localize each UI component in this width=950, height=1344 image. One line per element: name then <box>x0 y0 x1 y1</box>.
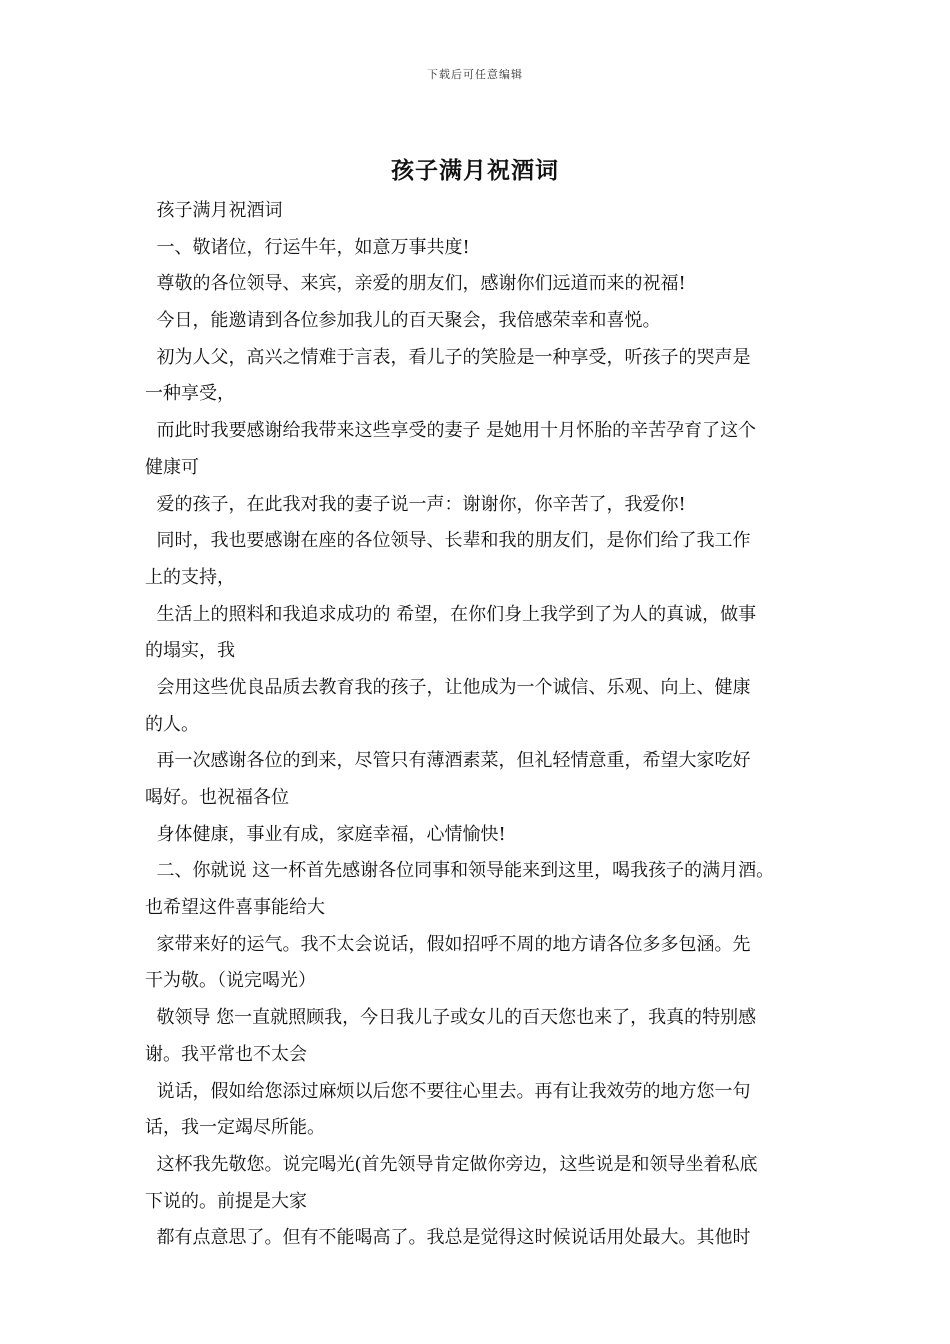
body-line: 而此时我要感谢给我带来这些享受的妻子 是她用十月怀胎的辛苦孕育了这个 <box>145 420 757 442</box>
body-line: 今日，能邀请到各位参加我儿的百天聚会，我倍感荣幸和喜悦。 <box>145 310 661 332</box>
body-line: 家带来好的运气。我不太会说话，假如招呼不周的地方请各位多多包涵。先 <box>145 933 751 955</box>
body-line: 下说的。前提是大家 <box>145 1190 307 1212</box>
body-line: 一种享受， <box>145 383 235 405</box>
body-line: 尊敬的各位领导、来宾，亲爱的朋友们，感谢你们远道而来的祝福! <box>145 273 686 295</box>
body-line: 二、你就说 这一杯首先感谢各位同事和领导能来到这里，喝我孩子的满月酒。 <box>145 860 775 882</box>
header-note: 下载后可任意编辑 <box>427 68 523 81</box>
body-line: 的塌实，我 <box>145 640 235 662</box>
body-line: 初为人父，高兴之情难于言表，看儿子的笑脸是一种享受，听孩子的哭声是 <box>145 346 751 368</box>
body-line: 这杯我先敬您。说完喝光(首先领导肯定做你旁边，这些说是和领导坐着私底 <box>145 1153 758 1175</box>
body-line: 健康可 <box>145 456 199 478</box>
body-line: 生活上的照料和我追求成功的 希望，在你们身上我学到了为人的真诚，做事 <box>145 603 757 625</box>
body-line: 上的支持， <box>145 566 235 588</box>
body-line: 话，我一定竭尽所能。 <box>145 1117 325 1139</box>
body-line: 的人。 <box>145 713 199 735</box>
body-line: 也希望这件喜事能给大 <box>145 897 325 919</box>
document-title: 孩子满月祝酒词 <box>391 157 559 184</box>
body-line: 同时，我也要感谢在座的各位领导、长辈和我的朋友们，是你们给了我工作 <box>145 530 751 552</box>
document-body <box>145 196 813 1260</box>
body-line: 敬领导 您一直就照顾我，今日我儿子或女儿的百天您也来了，我真的特别感 <box>145 1007 757 1029</box>
body-line: 孩子满月祝酒词 <box>145 200 283 221</box>
body-line: 谢。我平常也不太会 <box>145 1043 307 1065</box>
body-line: 再一次感谢各位的到来，尽管只有薄酒素菜，但礼轻情意重，希望大家吃好 <box>145 750 751 772</box>
body-line: 干为敬。（说完喝光） <box>145 970 316 992</box>
body-line: 说话，假如给您添过麻烦以后您不要往心里去。再有让我效劳的地方您一句 <box>145 1080 751 1102</box>
body-line: 喝好。也祝福各位 <box>145 787 289 808</box>
body-line: 身体健康，事业有成，家庭幸福，心情愉快! <box>145 823 506 845</box>
body-line: 会用这些优良品质去教育我的孩子，让他成为一个诚信、乐观、向上、健康 <box>145 676 751 698</box>
body-line: 一、敬诸位，行运牛年，如意万事共度! <box>145 236 470 258</box>
body-line: 都有点意思了。但有不能喝高了。我总是觉得这时候说话用处最大。其他时 <box>145 1227 751 1249</box>
body-line: 爱的孩子，在此我对我的妻子说一声：谢谢你，你辛苦了，我爱你! <box>145 493 686 515</box>
